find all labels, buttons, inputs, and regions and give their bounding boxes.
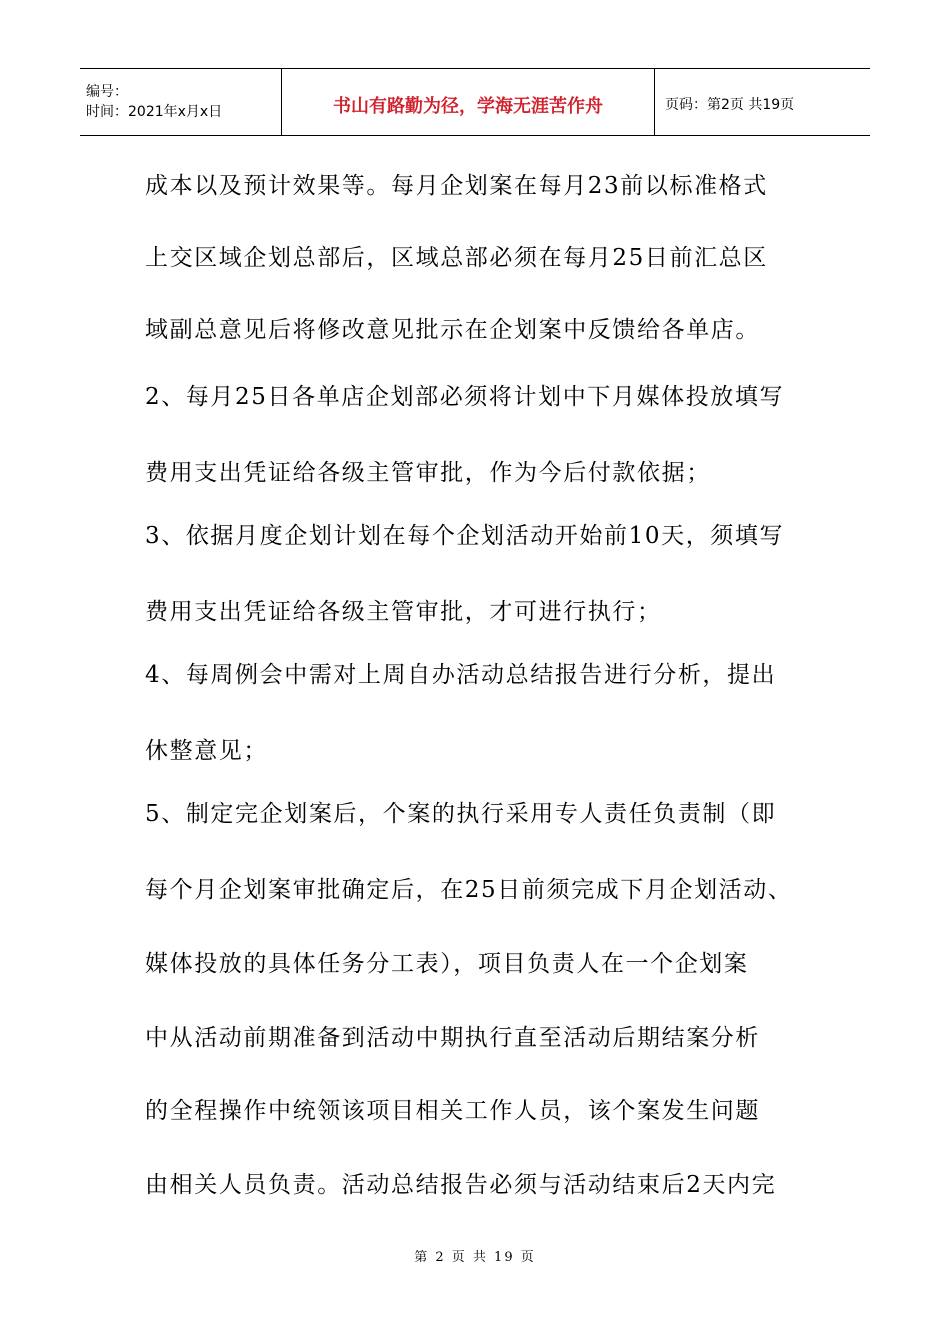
- body-line: 费用支出凭证给各级主管审批，才可进行执行；: [145, 599, 662, 625]
- body-line: 每个月企划案审批确定后，在25日前须完成下月企划活动、: [145, 877, 793, 903]
- body-line: 上交区域企划总部后，区域总部必须在每月25日前汇总区: [145, 245, 768, 271]
- document-time-label: 时间：2021年x月x日: [86, 104, 223, 120]
- body-line: 5、制定完企划案后，个案的执行采用专人责任负责制（即: [145, 801, 777, 827]
- body-line: 域副总意见后将修改意见批示在企划案中反馈给各单店。: [145, 317, 760, 343]
- header-motto-cell: [282, 69, 655, 135]
- body-line: 4、每周例会中需对上周自办活动总结报告进行分析，提出: [145, 662, 777, 688]
- body-line: 成本以及预计效果等。每月企划案在每月23前以标准格式: [145, 173, 768, 199]
- page-header: [80, 68, 870, 136]
- body-line: 媒体投放的具体任务分工表），项目负责人在一个企划案: [145, 951, 749, 977]
- document-code-label: 编号：: [86, 84, 128, 100]
- body-line: 中从活动前期准备到活动中期执行直至活动后期结案分析: [145, 1025, 760, 1051]
- header-page-cell: [655, 69, 870, 135]
- body-line: 2、每月25日各单店企划部必须将计划中下月媒体投放填写: [145, 384, 785, 410]
- page-footer: 第 2 页 共 19 页: [414, 1250, 536, 1265]
- body-line: 3、依据月度企划计划在每个企划活动开始前10天，须填写: [145, 523, 785, 549]
- header-motto: 书山有路勤为径，学海无涯苦作舟: [333, 96, 603, 117]
- body-line: 费用支出凭证给各级主管审批，作为今后付款依据；: [145, 460, 711, 486]
- header-page-info: 页码：第2页 共19页: [665, 97, 795, 113]
- body-line: 休整意见；: [145, 738, 268, 764]
- body-line: 的全程操作中统领该项目相关工作人员，该个案发生问题: [145, 1098, 760, 1124]
- header-meta-cell: [80, 69, 282, 135]
- body-line: 由相关人员负责。活动总结报告必须与活动结束后2天内完: [145, 1172, 777, 1198]
